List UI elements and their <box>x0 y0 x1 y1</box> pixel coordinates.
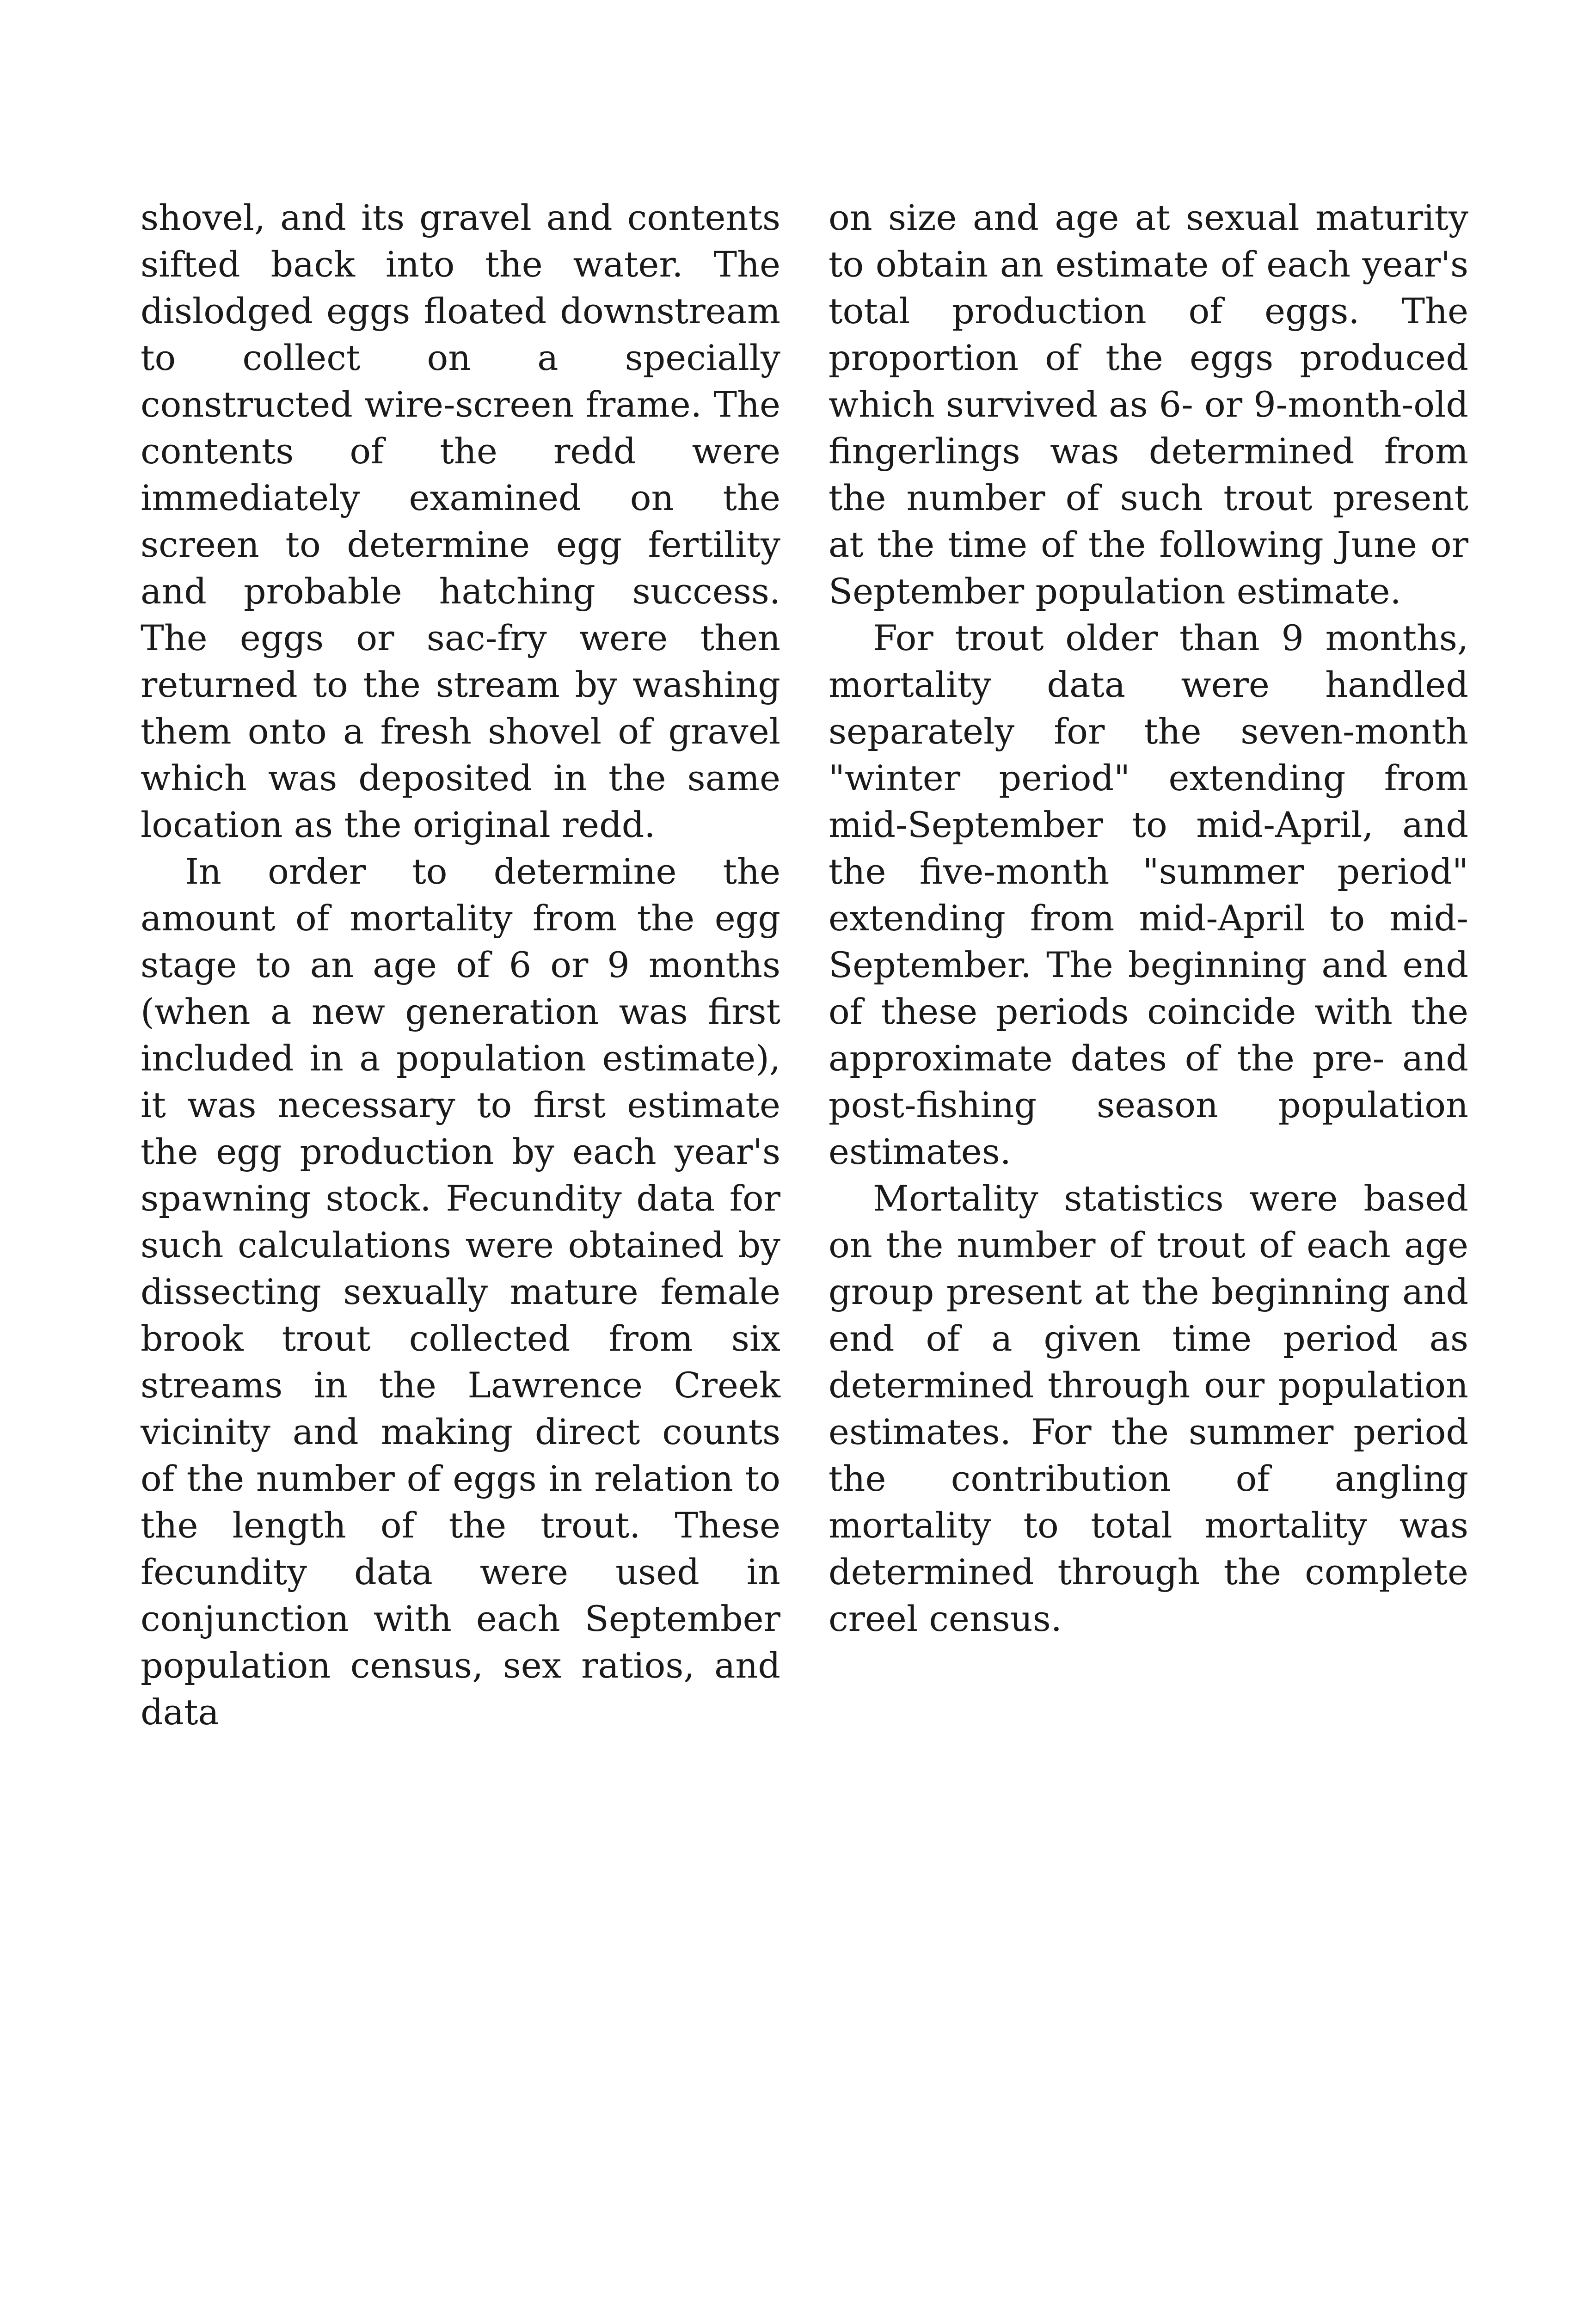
paragraph-mortality-statistics: Mortality statistics were based on the number of trout of each age group present at the beginning and end of a given time period as determined through our population estimates. For the summer period the contribution of angling mortality to total mortality was determined through the complete creel census. <box>829 1178 1468 1639</box>
paragraph-egg-mortality: In order to determine the amount of mortality from the egg stage to an age of 6 or 9 months (when a new generation was first included in a population estimate), it was necessary to first estimate the egg production by each year's spawning stock. Fecundity data for such calculations were obtained by dissecting sexually mature female brook trout collected from six streams in the Lawrence Creek vicinity and making direct counts of the number of eggs in relation to the length of the trout. These fecundity data were used in conjunction with each September population census, sex ratios, and data <box>141 851 780 1733</box>
paragraph-egg-production: on size and age at sexual maturity to obtain an estimate of each year's total production of eggs. The proportion of the eggs produced which survived as 6- or 9-month-old fingerlings was determined from the number of such trout present at the time of the following June or September population estimate. <box>829 197 1468 612</box>
left-column <box>141 194 780 1735</box>
paragraph-redd-sampling: shovel, and its gravel and contents sifted back into the water. The dislodged eggs floated downstream to collect on a specially constructed wire-screen frame. The contents of the redd were immediately examined on the screen to determine egg fertility and probable hatching success. The eggs or sac-fry were then returned to the stream by washing them onto a fresh shovel of gravel which was deposited in the same location as the original redd. <box>141 197 780 845</box>
right-column <box>829 194 1468 1642</box>
paragraph-seasonal-periods: For trout older than 9 months, mortality data were handled separately for the seven-month "winter period" extending from mid-September to mid-April, and the five-month "summer period" extending from mid-April to mid-September. The beginning and end of these periods coincide with the approximate dates of the pre- and post-fishing season population estimates. <box>829 617 1468 1172</box>
